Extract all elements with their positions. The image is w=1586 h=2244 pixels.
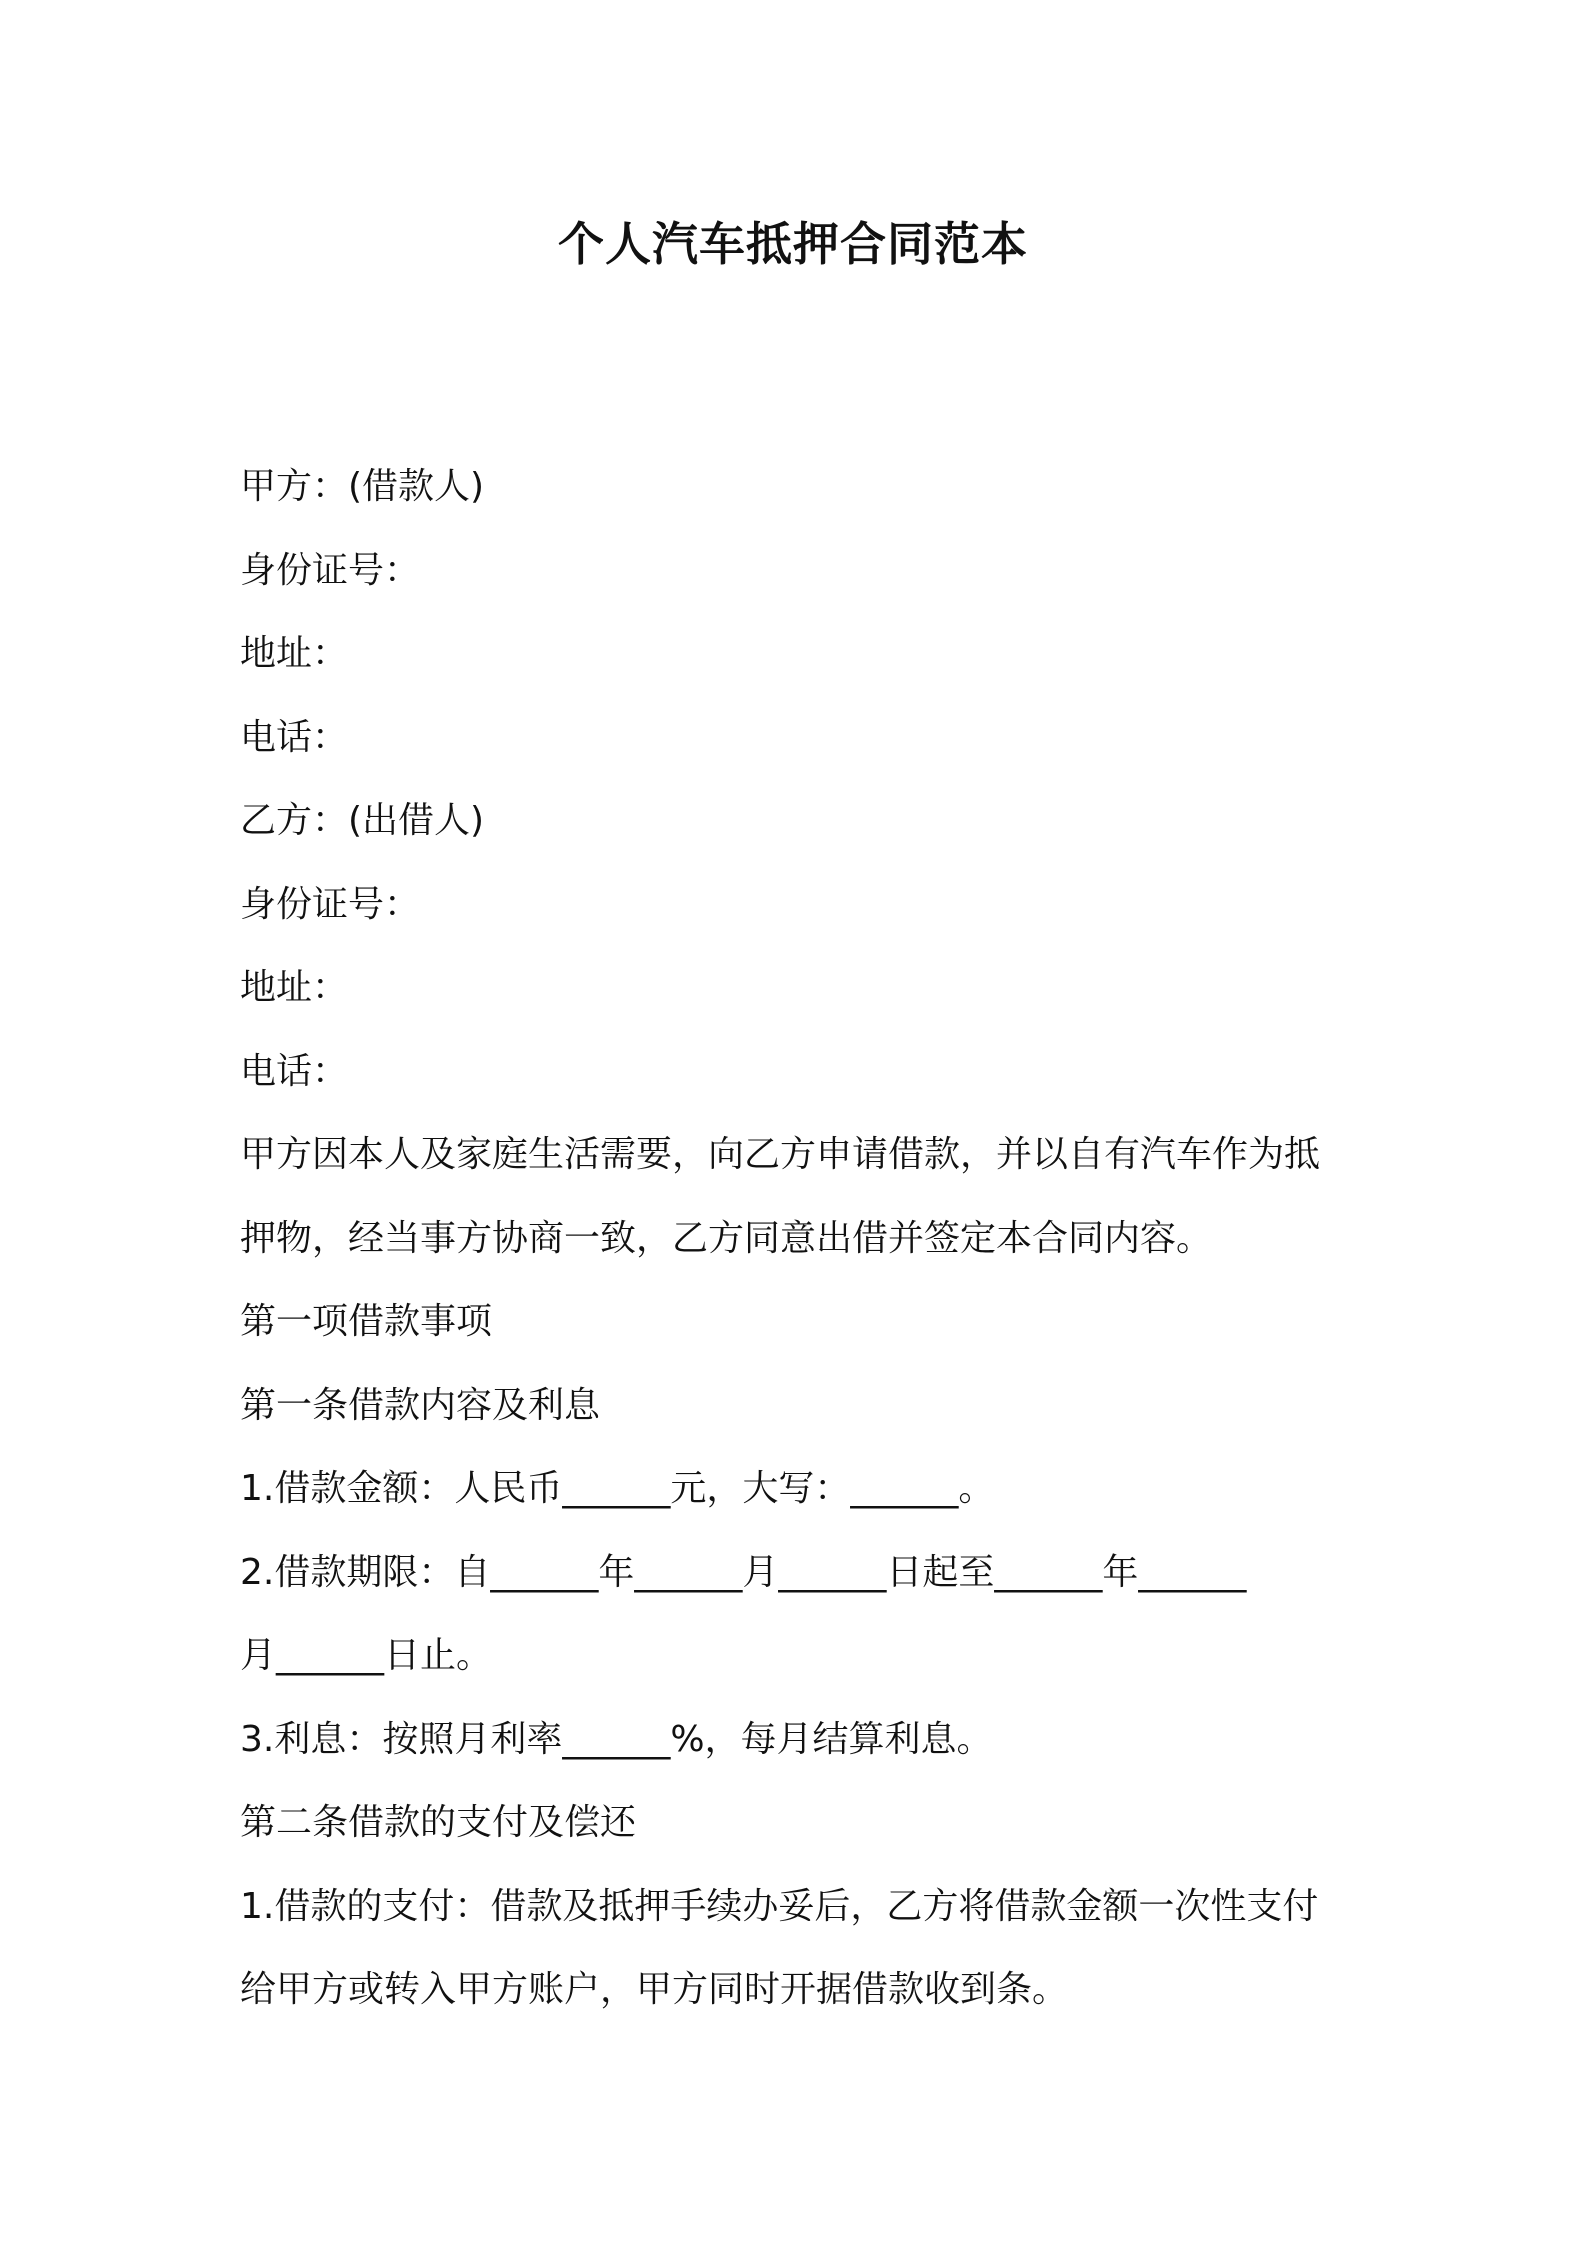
clause-loan-term-line-2: 月______日止。 <box>240 1635 493 1676</box>
party-a-label: 甲方：(借款人) <box>240 466 485 507</box>
preamble-line-2: 押物，经当事方协商一致，乙方同意出借并签定本合同内容。 <box>240 1217 1213 1259</box>
document-body <box>240 445 1360 2032</box>
party-b-label: 乙方：(出借人) <box>240 800 485 841</box>
clause-loan-amount: 1.借款金额：人民币______元，大写：______。 <box>240 1468 995 1509</box>
clause-payment-line-1: 1.借款的支付：借款及抵押手续办妥后，乙方将借款金额一次性支付 <box>240 1885 1319 1927</box>
party-a-address: 地址： <box>240 633 349 674</box>
clause-interest: 3.利息：按照月利率______%，每月结算利息。 <box>240 1718 993 1760</box>
preamble-line-1: 甲方因本人及家庭生活需要，向乙方申请借款，并以自有汽车作为抵 <box>240 1134 1321 1175</box>
section-heading-loan-matters: 第一项借款事项 <box>240 1301 493 1342</box>
article-heading-loan-content: 第一条借款内容及利息 <box>240 1384 601 1426</box>
clause-payment-line-2: 给甲方或转入甲方账户，甲方同时开据借款收到条。 <box>240 1969 1069 2010</box>
party-a-id-number: 身份证号： <box>240 549 421 591</box>
party-b-address: 地址： <box>240 967 349 1008</box>
document-title: 个人汽车抵押合同范本 <box>558 217 1028 271</box>
party-a-phone: 电话： <box>240 716 349 758</box>
clause-loan-term-line-1: 2.借款期限：自______年______月______日起至______年______ <box>240 1551 1247 1593</box>
party-b-phone: 电话： <box>240 1050 349 1092</box>
article-heading-payment-repayment: 第二条借款的支付及偿还 <box>240 1802 637 1843</box>
party-b-id-number: 身份证号： <box>240 883 421 925</box>
